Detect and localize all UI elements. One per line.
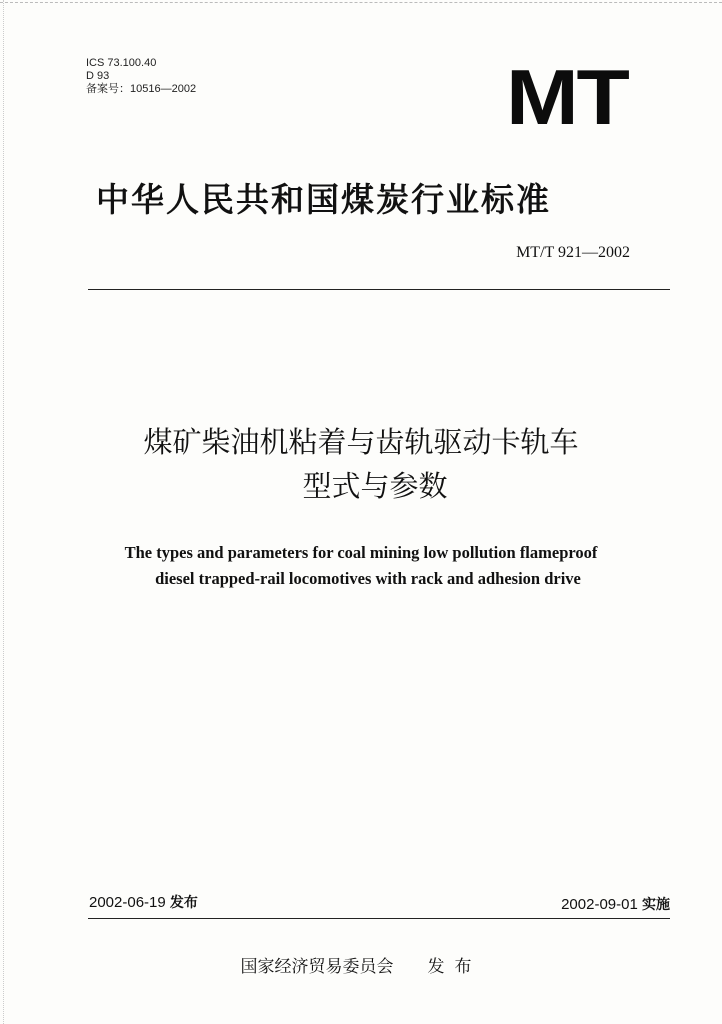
scan-edge-left	[3, 0, 4, 1024]
issuer-action: 发布	[427, 957, 482, 977]
issuer-name: 国家经济贸易委员会	[240, 957, 394, 977]
standard-category-title: 中华人民共和国煤炭行业标准	[96, 180, 551, 219]
implementation-date-value: 2002-09-01	[561, 896, 638, 913]
implementation-date	[561, 895, 670, 915]
document-title-english	[0, 540, 722, 592]
title-en-line-2: diesel trapped-rail locomotives with rack and adhesion drive	[155, 569, 581, 588]
classification-block	[86, 57, 196, 96]
title-zh-line-1: 煤矿柴油机粘着与齿轨驱动卡轨车	[143, 425, 579, 459]
mt-logo: MT	[506, 53, 628, 141]
title-zh-line-2: 型式与参数	[302, 469, 448, 503]
issue-date	[89, 893, 198, 913]
issue-date-value: 2002-06-19	[89, 894, 166, 911]
footer-divider	[88, 918, 670, 919]
implementation-label: 实施	[642, 897, 670, 913]
classification-code: D 93	[86, 70, 110, 82]
scan-edge-top	[0, 2, 722, 3]
header-divider	[88, 289, 670, 290]
issue-label: 发布	[169, 895, 198, 911]
ics-code: ICS 73.100.40	[86, 57, 157, 69]
filing-number: 备案号：10516—2002	[86, 83, 197, 95]
standard-number: MT/T 921—2002	[516, 244, 630, 261]
document-title-chinese	[0, 420, 722, 508]
issuing-authority	[0, 955, 722, 979]
title-en-line-1: The types and parameters for coal mining low pollution flameproof	[124, 543, 598, 562]
